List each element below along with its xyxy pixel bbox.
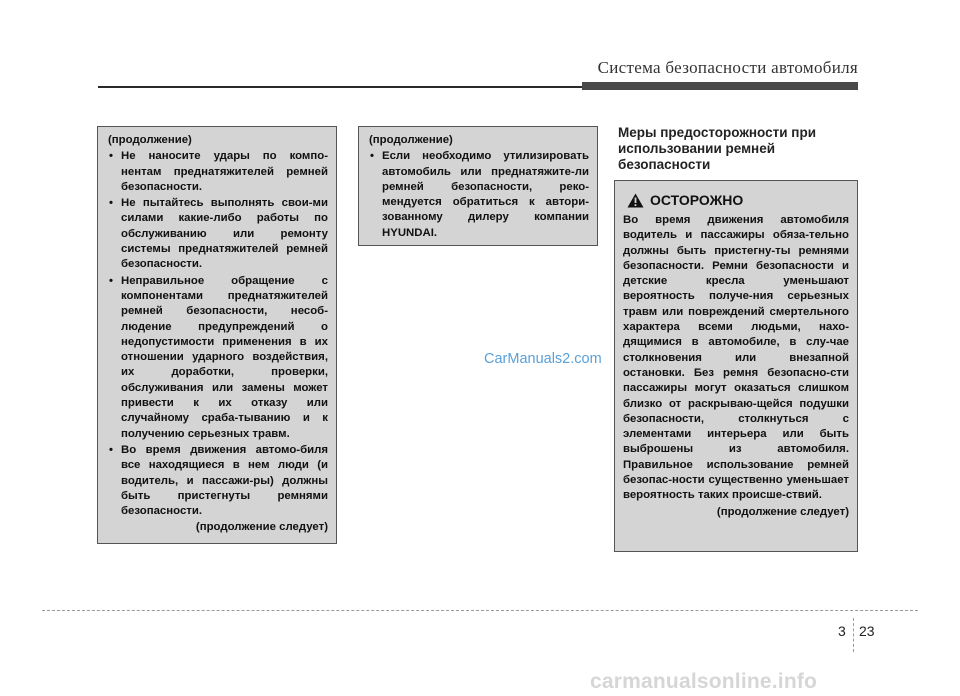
chapter-number: 3 (838, 623, 846, 639)
footer-site-mark: carmanualsonline.info (590, 670, 818, 693)
footer-dashed-line (42, 610, 918, 611)
bullet-list (369, 149, 589, 241)
continuation-box-pretensioners (97, 126, 337, 544)
bullet-item: • Во время движения автомо-биля все находящиеся в нем люди (и водитель, и пассажи-ры) должны быть пристегнуты ремнями безопасности. (108, 443, 328, 519)
bullet-item: • Не наносите удары по компо-нентам преднатяжителей ремней безопасности. (108, 149, 328, 195)
page-number: 23 (859, 623, 875, 639)
watermark-link[interactable]: CarManuals2.com (484, 351, 602, 367)
bullet-item: • Не пытайтесь выполнять свои-ми силами какие-либо работы по обслуживанию или ремонту системы преднатяжителей ремней безопасности. (108, 196, 328, 272)
bullet-item: • Если необходимо утилизировать автомобиль или преднатяжите-ли ремней безопасности, реко-мендуется обратиться к автори-зованному дилеру компании HYUNDAI. (369, 149, 589, 241)
warning-box (614, 180, 858, 552)
bullet-list (108, 149, 328, 519)
warning-triangle-icon (627, 193, 644, 208)
warning-text: Во время движения автомобиля водитель и пассажиры обяза-тельно должны быть пристегну-ты ремнями безопасности. Ремни безопасности и детские кресла уменьшают вероятность получе-ния серьезных травм или повреждений смертельного характера всеми людьми, нахо-дящимися в автомобиле, в слу-чае столкновения или внезапной остановки. Без ремня безопасно-сти пассажиры могут оказаться слишком близко от раскрываю-щейся подушки безопасности, столкнуться с элементами интерьера или быть выброшены из автомобиля. Правильное использование ремней безопас-ности существенно уменьшает вероятность таких происше-ствий. (623, 214, 849, 502)
header-rule-thin (98, 86, 582, 88)
section-heading: Меры предосторожности при использовании ремней безопасности (618, 125, 816, 172)
header-rule-thick (582, 82, 858, 90)
page-number-separator (853, 618, 854, 652)
to-be-continued-label: (продолжение следует) (716, 505, 849, 518)
continued-label: (продолжение) (369, 134, 453, 146)
to-be-continued-label: (продолжение следует) (195, 521, 328, 534)
continuation-box-disposal (358, 126, 598, 246)
continued-label: (продолжение) (108, 134, 192, 146)
warning-header (627, 191, 849, 209)
bullet-item: • Неправильное обращение с компонентами преднатяжителей ремней безопасности, несоб-людение предупреждений о недопустимости применения в их отношении ударного воздействия, их доработки, проверки, обслуживания или замены может привести к их отказу или случайному сраба-тыванию и к получению серьезных травм. (108, 274, 328, 442)
section-title: Система безопасности автомобиля (597, 58, 858, 77)
warning-title: ОСТОРОЖНО (650, 192, 744, 208)
